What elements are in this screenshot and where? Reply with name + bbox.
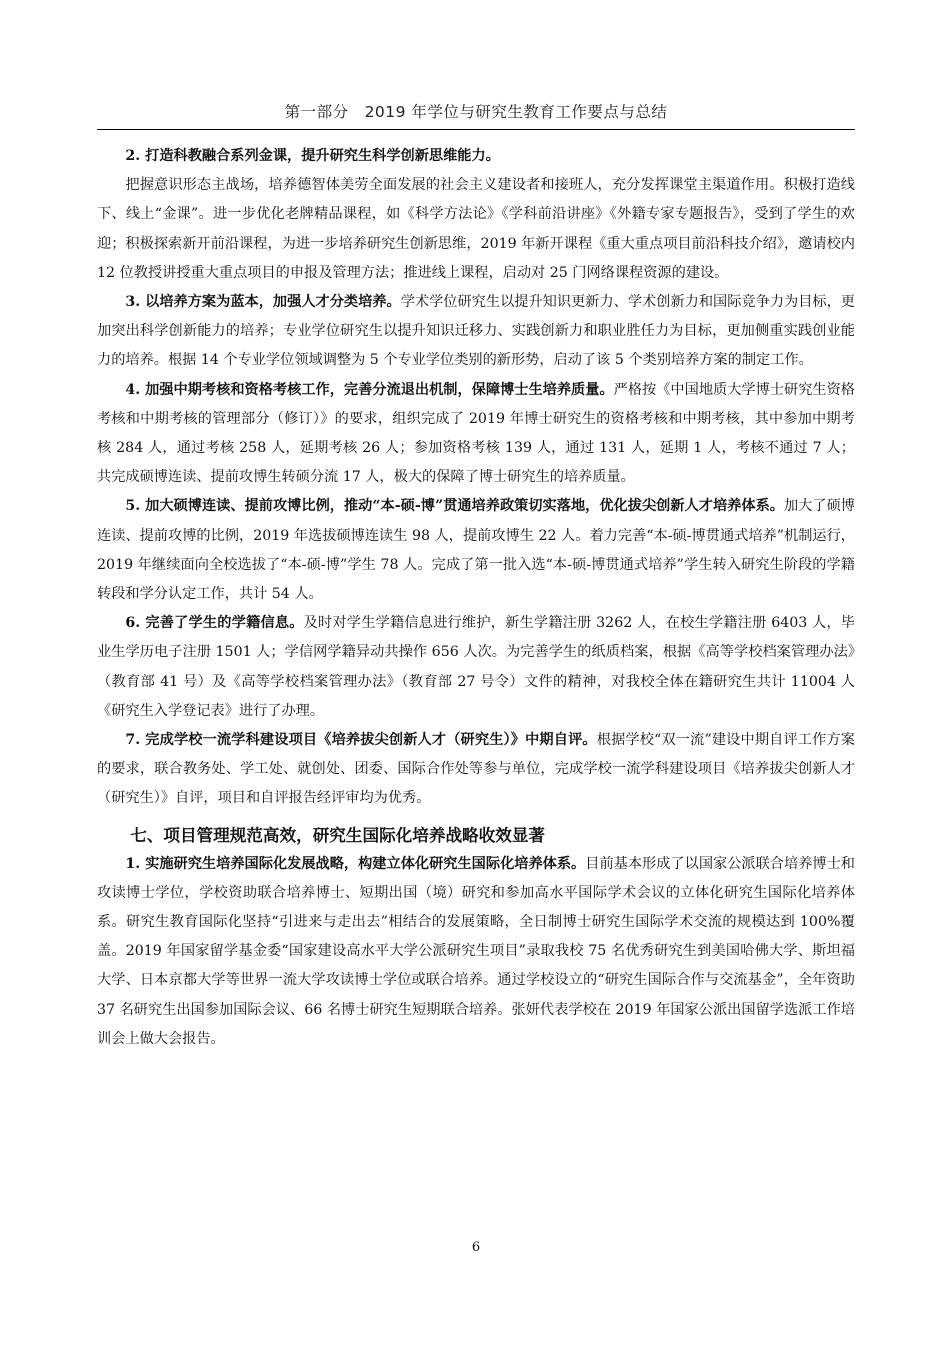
header-rule bbox=[97, 129, 855, 130]
paragraph-heading: 1. 实施研究生培养国际化发展战略，构建立体化研究生国际化培养体系。 bbox=[125, 855, 586, 872]
paragraph-text: 根据学校“双一流”建设中期自评工作方案的要求，联合教务处、学工处、就创处、团委、国际合作处等参与单位，完成学校一流学科建设项目《培养拔尖创新人才（研究生）》自评，项目和自评报告经评审均为优秀。 bbox=[97, 732, 855, 807]
paragraph-text: 加大了硕博连读、提前攻博的比例，2019 年选拔硕博连读生 98 人，提前攻博生 22 人。着力完善“本-硕-博贯通式培养”机制运行，2019 年继续面向全校选拔了“本-硕-博”学生 78 人。完成了第一批入选“本-硕-博贯通式培养”学生转入研究生阶段的学籍转段和学分认定工作，共计 54 人。 bbox=[97, 498, 855, 603]
paragraph-4 bbox=[97, 376, 855, 493]
paragraph-text: 目前基本形成了以国家公派联合培养博士和攻读博士学位，学校资助联合培养博士、短期出国（境）研究和参加高水平国际学术会议的立体化研究生国际化培养体系。研究生教育国际化坚持“引进来与走出去”相结合的发展策略，全日制博士研究生国际学术交流的规模达到 100%覆盖。2019 年国家留学基金委“国家建设高水平大学公派研究生项目”录取我校 75 名优秀研究生到美国哈佛大学、斯坦福大学、日本京都大学等世界一流大学攻读博士学位或联合培养。通过学校设立的“研究生国际合作与交流基金”，全年资助 37 名研究生出国参加国际会议、66 名博士研究生短期联合培养。张妍代表学校在 2019 年国家公派出国留学选派工作培训会上做大会报告。 bbox=[97, 855, 855, 1047]
paragraph-7 bbox=[97, 726, 855, 814]
paragraph-6 bbox=[97, 609, 855, 726]
section-paragraph-1 bbox=[97, 850, 855, 1054]
paragraph-text: 学术学位研究生以提升知识更新力、学术创新力和国际竞争力为目标，更加突出科学创新能力的培养；专业学位研究生以提升知识迁移力、实践创新力和职业胜任力为目标，更加侧重实践创业能力的培养。根据 14 个专业学位领域调整为 5 个专业学位类别的新形势，启动了该 5 个类别培养方案的制定工作。 bbox=[97, 294, 855, 369]
paragraph-text: 把握意识形态主战场，培养德智体美劳全面发展的社会主义建设者和接班人，充分发挥课堂主渠道作用。积极打造线下、线上“金课”。进一步优化老牌精品课程，如《科学方法论》《学科前沿讲座》《外籍专家专题报告》，受到了学生的欢迎；积极探索新开前沿课程，为进一步培养研究生创新思维，2019 年新开课程《重大重点项目前沿科技介绍》，邀请校内 12 位教授讲授重大重点项目的申报及管理方法；推进线上课程，启动对 25 门网络课程资源的建设。 bbox=[97, 177, 855, 281]
paragraph-heading: 4. 加强中期考核和资格考核工作，完善分流退出机制，保障博士生培养质量。 bbox=[125, 381, 614, 398]
paragraph-heading: 2. 打造科教融合系列金课，提升研究生科学创新思维能力。 bbox=[125, 148, 500, 164]
paragraph-5 bbox=[97, 492, 855, 609]
section-heading: 七、项目管理规范高效，研究生国际化培养战略收效显著 bbox=[130, 825, 546, 845]
page-header: 第一部分 2019 年学位与研究生教育工作要点与总结 bbox=[284, 103, 668, 121]
paragraph-heading: 7. 完成学校一流学科建设项目《培养拔尖创新人才（研究生）》中期自评。 bbox=[125, 732, 597, 749]
document-body bbox=[97, 142, 855, 1054]
paragraph-text: 及时对学生学籍信息进行维护，新生学籍注册 3262 人，在校生学籍注册 6403 人，毕业生学历电子注册 1501 人；学信网学籍异动共操作 656 人次。为完善学生的纸质档案，根据《高等学校档案管理办法》（教育部 41 号）及《高等学校档案管理办法》（教育部 27 号令）文件的精神，对我校全体在籍研究生共计 11004 人《研究生入学登记表》进行了办理。 bbox=[97, 615, 855, 719]
page-number: 6 bbox=[471, 1240, 481, 1255]
paragraph-text: 严格按《中国地质大学博士研究生资格考核和中期考核的管理部分（修订）》的要求，组织完成了 2019 年博士研究生的资格考核和中期考核，其中参加中期考核 284 人，通过考核 258 人，延期考核 26 人；参加资格考核 139 人，通过 131 人，延期 1 人，考核不通过 7 人；共完成硕博连读、提前攻博生转硕分流 17 人，极大的保障了博士研究生的培养质量。 bbox=[97, 381, 855, 486]
paragraph-heading: 3. 以培养方案为蓝本，加强人才分类培养。 bbox=[125, 294, 401, 311]
paragraph-2-body bbox=[97, 171, 855, 288]
paragraph-heading: 5. 加大硕博连读、提前攻博比例，推动“本-硕-博”贯通培养政策切实落地，优化拔尖创新人才培养体系。 bbox=[125, 498, 784, 515]
paragraph-2 bbox=[97, 142, 855, 171]
paragraph-3 bbox=[97, 288, 855, 376]
paragraph-heading: 6. 完善了学生的学籍信息。 bbox=[125, 615, 304, 632]
